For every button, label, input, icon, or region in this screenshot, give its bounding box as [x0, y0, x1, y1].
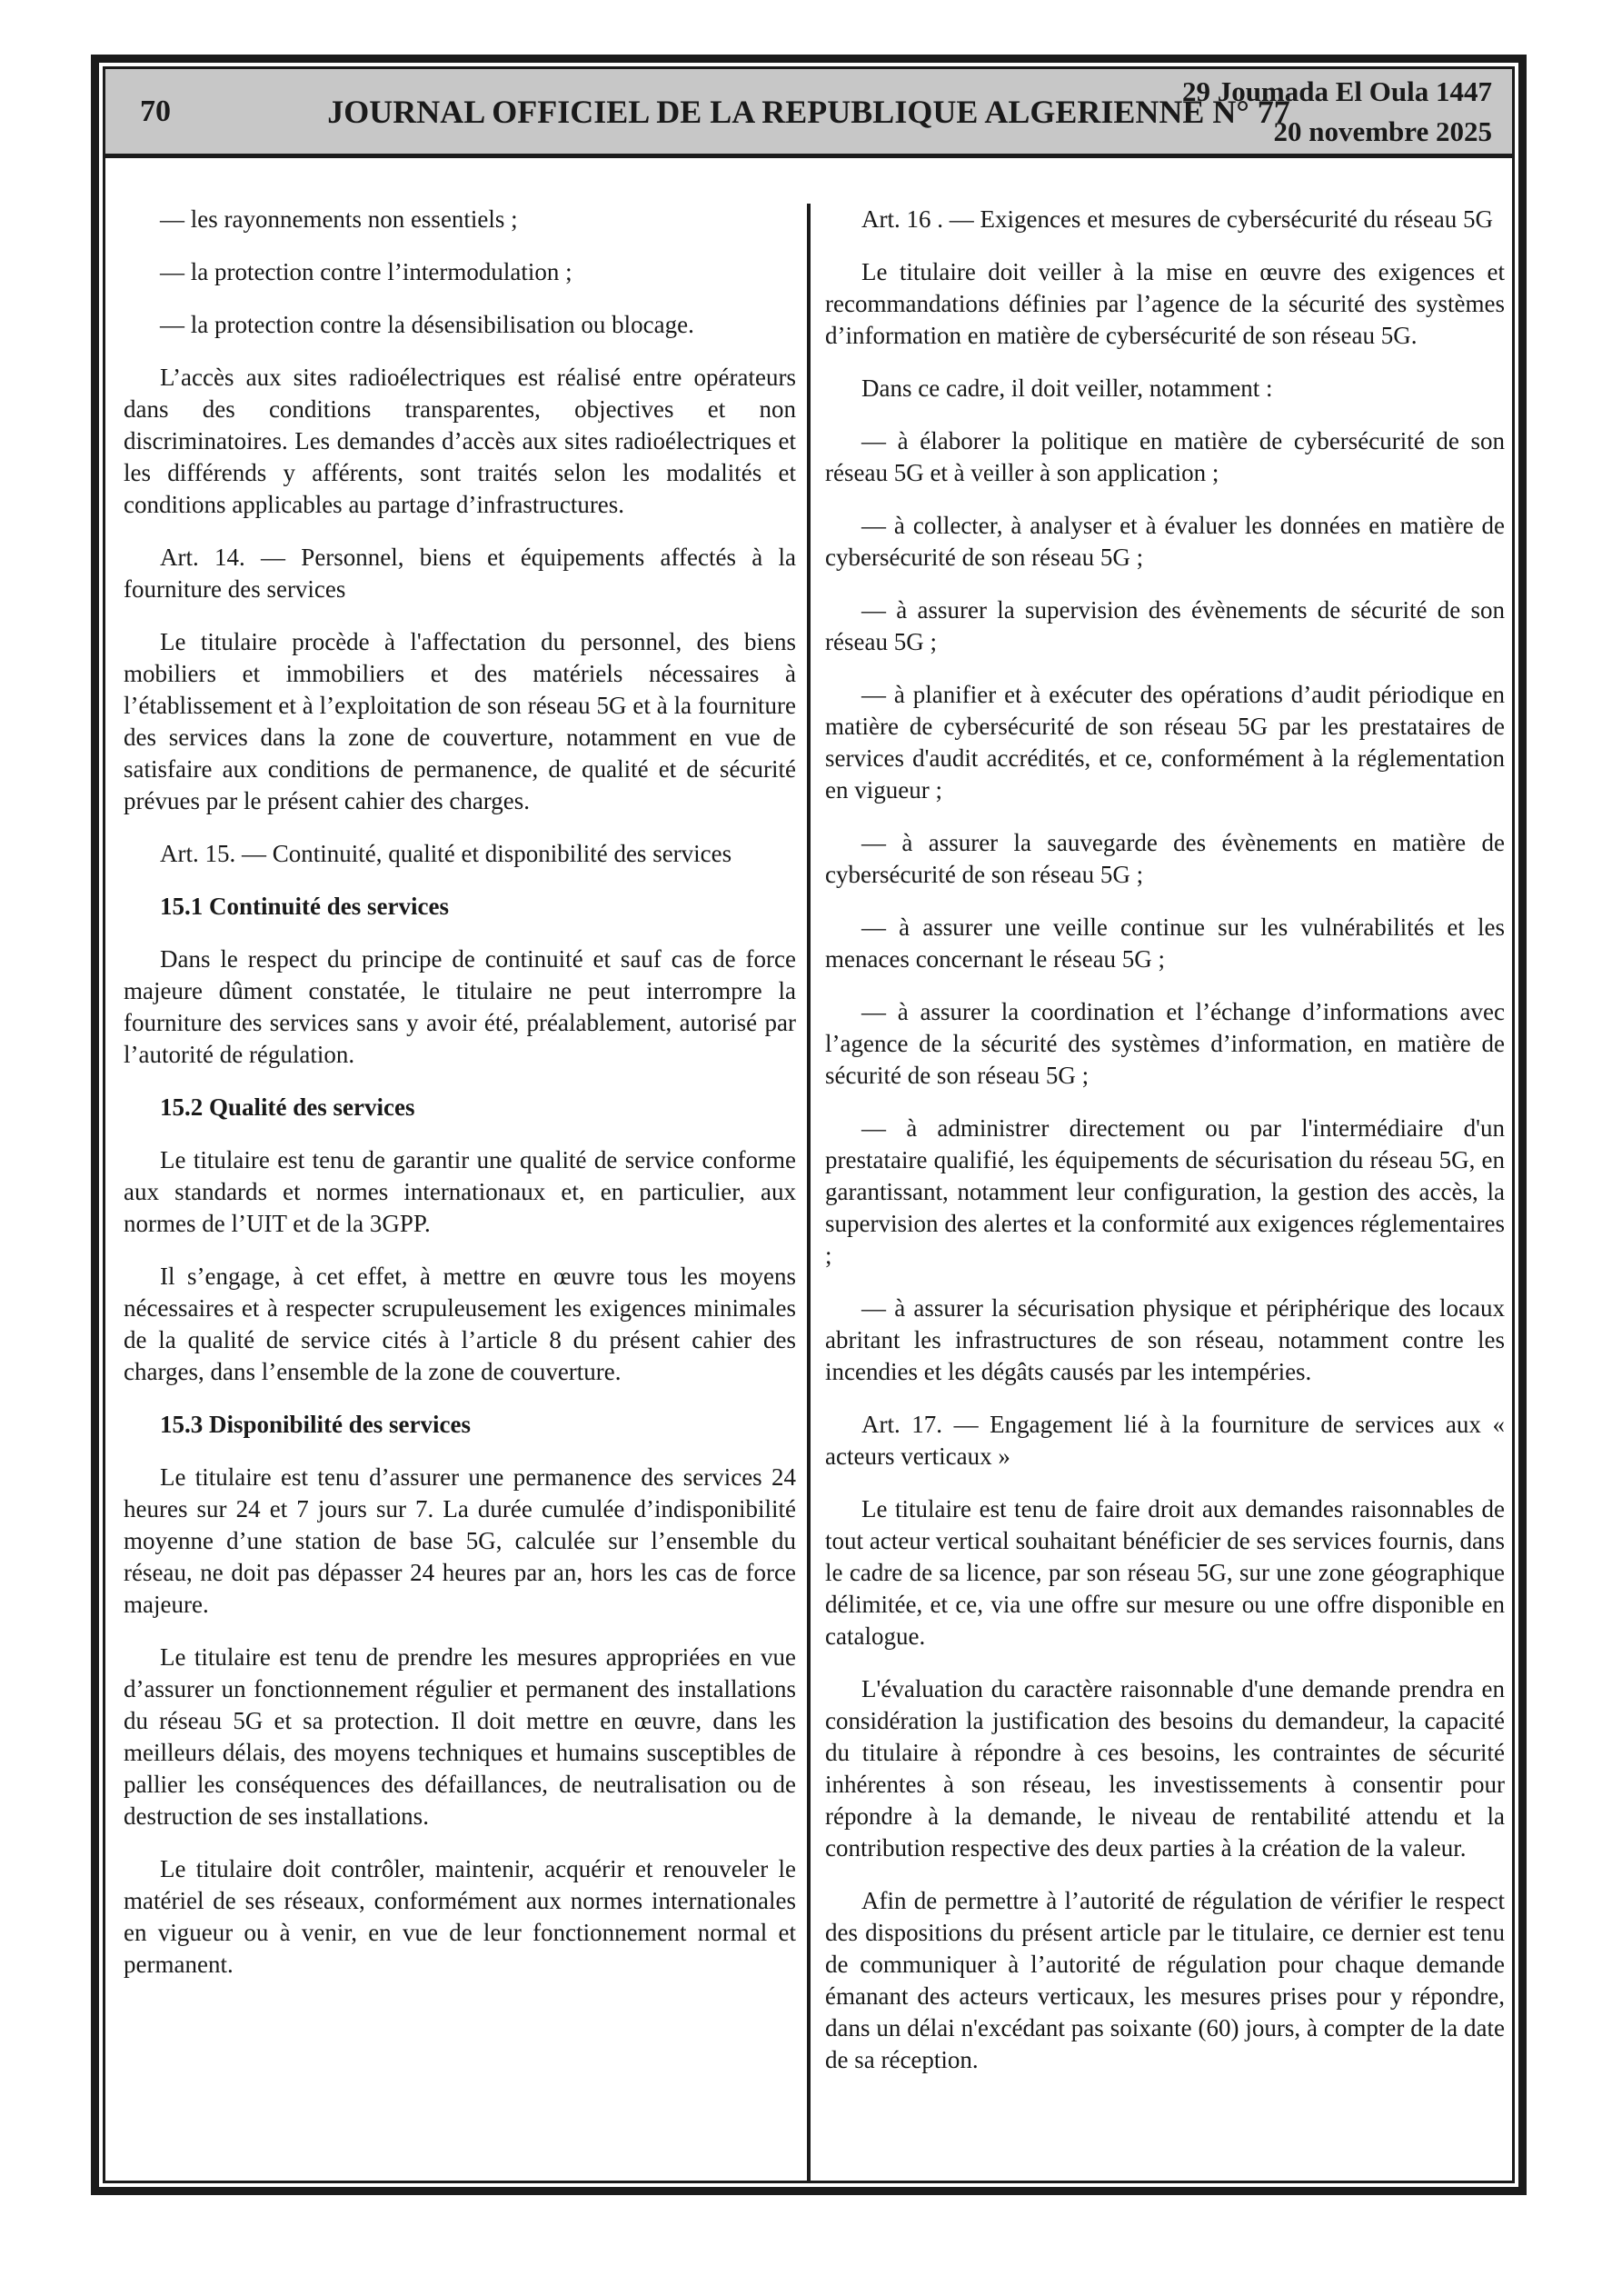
page-number: 70 [140, 94, 171, 128]
bullet-item: — à planifier et à exécuter des opérations d’audit périodique en matière de cybersécurité de son réseau 5G par les prestataires de services d'audit accrédités, et ce, conformément à la réglementation en vigueur ; [825, 681, 1505, 804]
article-line: Art. 17. — Engagement lié à la fourniture de services aux « acteurs verticaux » [825, 1411, 1505, 1470]
paragraph: Le titulaire est tenu d’assurer une permanence des services 24 heures sur 24 et 7 jours sur 7. La durée cumulée d’indisponibilité moyenne d’une station de base 5G, calculée sur l’ensemble du réseau, ne doit pas dépasser 24 heures par an, hors les cas de force majeure. [124, 1463, 796, 1618]
bullet-item: — à assurer la sauvegarde des évènements en matière de cybersécurité de son réseau 5G ; [825, 829, 1505, 888]
bullet-item: — la protection contre la désensibilisation ou blocage. [160, 311, 694, 338]
section-heading: 15.2 Qualité des services [160, 1093, 415, 1121]
bullet-item: — à assurer une veille continue sur les vulnérabilités et les menaces concernant le réseau 5G ; [825, 913, 1505, 973]
article-line: Art. 16 . — Exigences et mesures de cybersécurité du réseau 5G [861, 205, 1493, 233]
date-hijri: 29 Joumada El Oula 1447 [1181, 75, 1492, 107]
masthead [105, 69, 1512, 158]
paragraph: Afin de permettre à l’autorité de régulation de vérifier le respect des dispositions du présent article par le titulaire, ce dernier est tenu de communiquer à l’autorité de régulation pour chaque demande émanant des acteurs verticaux, les mesures prises pour y répondre, dans un délai n'excédant pas soixante (60) jours, à compter de la date de sa réception. [825, 1887, 1505, 2073]
paragraph: L’accès aux sites radioélectriques est réalisé entre opérateurs dans des conditions transparentes, objectives et non discriminatoires. Les demandes d’accès aux sites radioélectriques et les différends y afférents, sont traités selon les modalités et conditions applicables au partage d’infrastructures. [124, 364, 796, 518]
column-divider [807, 204, 811, 2181]
bullet-item: — à assurer la supervision des évènements de sécurité de son réseau 5G ; [825, 596, 1505, 655]
paragraph: Dans ce cadre, il doit veiller, notamment : [861, 374, 1273, 402]
page-frame [91, 55, 1527, 2195]
journal-title: JOURNAL OFFICIEL DE LA REPUBLIQUE ALGERIENNE N° 77 [327, 93, 1290, 130]
paragraph: Il s’engage, à cet effet, à mettre en œuvre tous les moyens nécessaires et à respecter scrupuleusement les exigences minimales de la qualité de service cités à l’article 8 du présent cahier des charges, dans l’ensemble de la zone de couverture. [124, 1263, 796, 1385]
bullet-item: — à assurer la sécurisation physique et périphérique des locaux abritant les infrastructures de son réseau, notamment contre les incendies et les dégâts causés par les intempéries. [825, 1294, 1505, 1385]
paragraph: Le titulaire est tenu de prendre les mesures appropriées en vue d’assurer un fonctionnement régulier et permanent des installations du réseau 5G et sa protection. Il doit mettre en œuvre, dans les meilleurs délais, des moyens techniques et humains susceptibles de pallier les conséquences des défaillances, de neutralisation ou de destruction de ses installations. [124, 1643, 796, 1830]
bullet-item: — la protection contre l’intermodulation ; [160, 258, 572, 285]
right-column [825, 204, 1505, 2181]
page-body [105, 158, 1512, 2181]
bullet-item: — à collecter, à analyser et à évaluer les données en matière de cybersécurité de son réseau 5G ; [825, 512, 1505, 571]
masthead-dates [1182, 72, 1492, 152]
paragraph: Le titulaire procède à l'affectation du personnel, des biens mobiliers et immobiliers et des matériels nécessaires à l’établissement et à l’exploitation de son réseau 5G et à la fourniture des services dans la zone de couverture, notamment en vue de satisfaire aux conditions de permanence, de qualité et de sécurité prévues par le présent cahier des charges. [124, 628, 796, 814]
page-frame-inner [103, 66, 1515, 2183]
section-heading: 15.1 Continuité des services [160, 893, 449, 920]
left-column [124, 204, 796, 2181]
paragraph: Dans le respect du principe de continuité et sauf cas de force majeure dûment constatée, le titulaire ne peut interrompre la fourniture des services sans y avoir été, préalablement, autorisé par l’autorité de régulation. [124, 945, 796, 1068]
bullet-item: — à élaborer la politique en matière de cybersécurité de son réseau 5G et à veiller à son application ; [825, 427, 1505, 486]
paragraph: Le titulaire est tenu de garantir une qualité de service conforme aux standards et normes internationaux et, en particulier, aux normes de l’UIT et de la 3GPP. [124, 1146, 796, 1237]
paragraph: Le titulaire doit contrôler, maintenir, acquérir et renouveler le matériel de ses réseaux, conformément aux normes internationales en vigueur ou à venir, en vue de leur fonctionnement normal et permanent. [124, 1855, 796, 1978]
paragraph: Le titulaire est tenu de faire droit aux demandes raisonnables de tout acteur vertical souhaitant bénéficier de ses services fournis, dans le cadre de sa licence, par son réseau 5G, sur une zone géographique délimitée, et ce, via une offre sur mesure ou une offre disponible en catalogue. [825, 1495, 1505, 1650]
article-line: Art. 14. — Personnel, biens et équipements affectés à la fourniture des services [124, 544, 796, 603]
section-heading: 15.3 Disponibilité des services [160, 1411, 471, 1438]
bullet-item: — à assurer la coordination et l’échange d’informations avec l’agence de la sécurité des systèmes d’information, en matière de sécurité de son réseau 5G ; [825, 998, 1505, 1089]
bullet-item: — les rayonnements non essentiels ; [160, 205, 518, 233]
date-gregorian: 20 novembre 2025 [1273, 115, 1492, 147]
paragraph: L'évaluation du caractère raisonnable d'une demande prendra en considération la justification des besoins du demandeur, la capacité du titulaire à répondre à ces besoins, les contraintes de sécurité inhérentes à son réseau, les investissements à consentir pour répondre à la demande, le niveau de rentabilité attendu et la contribution respective des deux parties à la création de la valeur. [825, 1675, 1505, 1862]
paragraph: Le titulaire doit veiller à la mise en œuvre des exigences et recommandations définies par l’agence de la sécurité des systèmes d’information en matière de cybersécurité de son réseau 5G. [825, 258, 1505, 349]
article-line: Art. 15. — Continuité, qualité et disponibilité des services [160, 840, 732, 867]
bullet-item: — à administrer directement ou par l'intermédiaire d'un prestataire qualifié, les équipements de sécurisation du réseau 5G, en garantissant, notamment leur configuration, la gestion des accès, la supervision des alertes et la conformité aux exigences réglementaires ; [825, 1114, 1505, 1269]
